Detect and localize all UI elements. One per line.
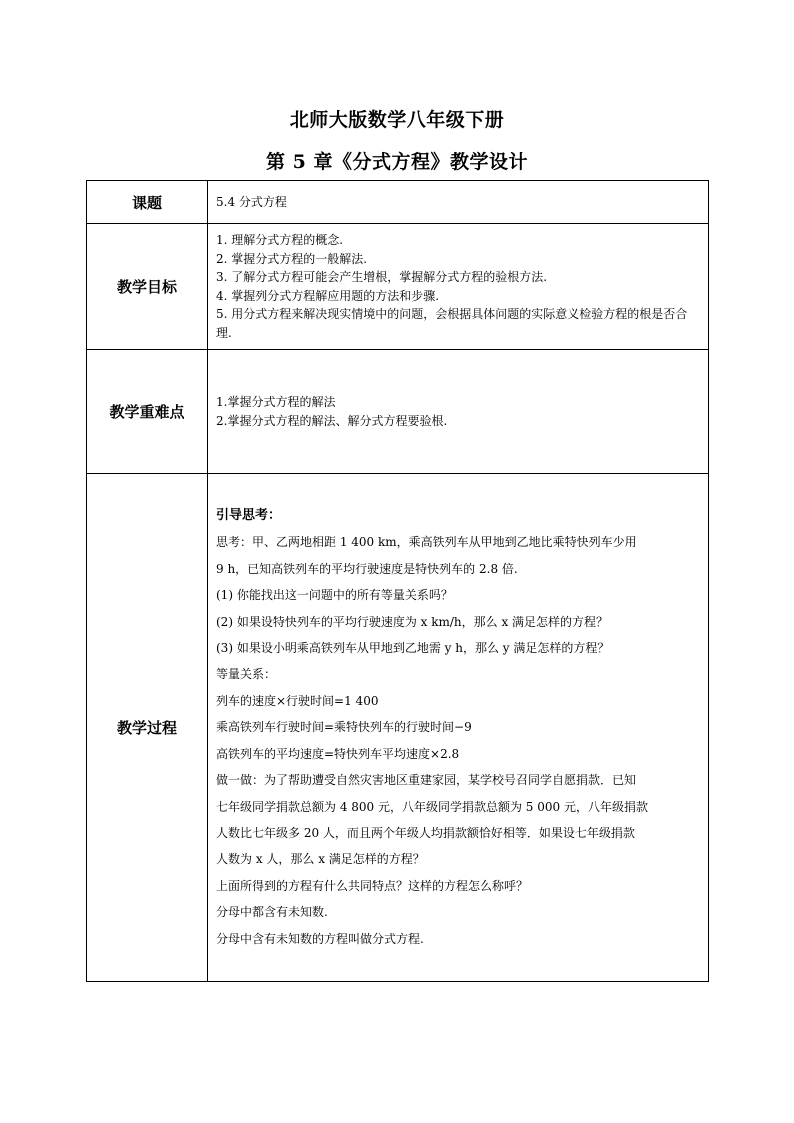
goals-label: 教学目标 — [87, 224, 208, 350]
process-line: 思考：甲、乙两地相距 1 400 km，乘高铁列车从甲地到乙地比乘特快列车少用 — [216, 535, 637, 550]
process-line: 9 h，已知高铁列车的平均行驶速度是特快列车的 2.8 倍. — [216, 561, 518, 576]
process-line: (3) 如果设小明乘高铁列车从甲地到乙地需 y h，那么 y 满足怎样的方程？ — [216, 641, 610, 656]
topic-label: 课题 — [87, 181, 208, 224]
process-line: 做一做：为了帮助遭受自然灾害地区重建家园，某学校号召同学自愿捐款．已知 — [216, 773, 637, 788]
goal-item: 5. 用分式方程来解决现实情境中的问题，会根据具体问题的实际意义检验方程的根是否合理. — [216, 307, 688, 340]
topic-value: 5.4 分式方程 — [208, 181, 709, 224]
process-line: 乘高铁列车行驶时间=乘特快列车的行驶时间−9 — [216, 720, 472, 735]
table-row-topic — [87, 181, 709, 224]
key-points-content — [208, 350, 709, 474]
process-line: 人数比七年级多 20 人，而且两个年级人均捐款额恰好相等．如果设七年级捐款 — [216, 825, 635, 840]
process-line: (2) 如果设特快列车的平均行驶速度为 x km/h，那么 x 满足怎样的方程？ — [216, 614, 609, 629]
goals-content — [208, 224, 709, 350]
process-line: 高铁列车的平均速度=特快列车平均速度×2.8 — [216, 746, 460, 761]
process-line: 人数为 x 人，那么 x 满足怎样的方程？ — [216, 852, 425, 867]
key-point-item: 2.掌握分式方程的解法、解分式方程要验根. — [216, 413, 448, 428]
process-line: 分母中都含有未知数. — [216, 905, 328, 920]
process-content — [208, 474, 709, 982]
process-line: 上面所得到的方程有什么共同特点？这样的方程怎么称呼？ — [216, 878, 529, 893]
process-line: 列车的速度×行驶时间=1 400 — [216, 693, 379, 708]
key-points-label: 教学重难点 — [87, 350, 208, 474]
process-line: 七年级同学捐款总额为 4 800 元，八年级同学捐款总额为 5 000 元，八年级捐款 — [216, 799, 648, 814]
table-row-goals — [87, 224, 709, 350]
goal-item: 2. 掌握分式方程的一般解法. — [216, 251, 368, 266]
goal-item: 3. 了解分式方程可能会产生增根，掌握解分式方程的验根方法. — [216, 270, 548, 284]
lesson-plan-table — [86, 180, 709, 982]
process-line: (1) 你能找出这一问题中的所有等量关系吗？ — [216, 588, 453, 603]
process-line: 等量关系： — [216, 667, 277, 682]
goal-item: 1. 理解分式方程的概念. — [216, 233, 344, 247]
process-line: 分母中含有未知数的方程叫做分式方程. — [216, 931, 424, 946]
goal-item: 4. 掌握列分式方程解应用题的方法和步骤. — [216, 288, 440, 303]
key-point-item: 1.掌握分式方程的解法 — [216, 394, 336, 409]
table-row-process — [87, 474, 709, 982]
process-heading: 引导思考： — [216, 508, 282, 524]
document-title: 北师大版数学八年级下册 — [289, 109, 505, 131]
document-subtitle: 第 5 章《分式方程》教学设计 — [266, 151, 528, 173]
table-row-key-points — [87, 350, 709, 474]
process-label: 教学过程 — [87, 474, 208, 982]
